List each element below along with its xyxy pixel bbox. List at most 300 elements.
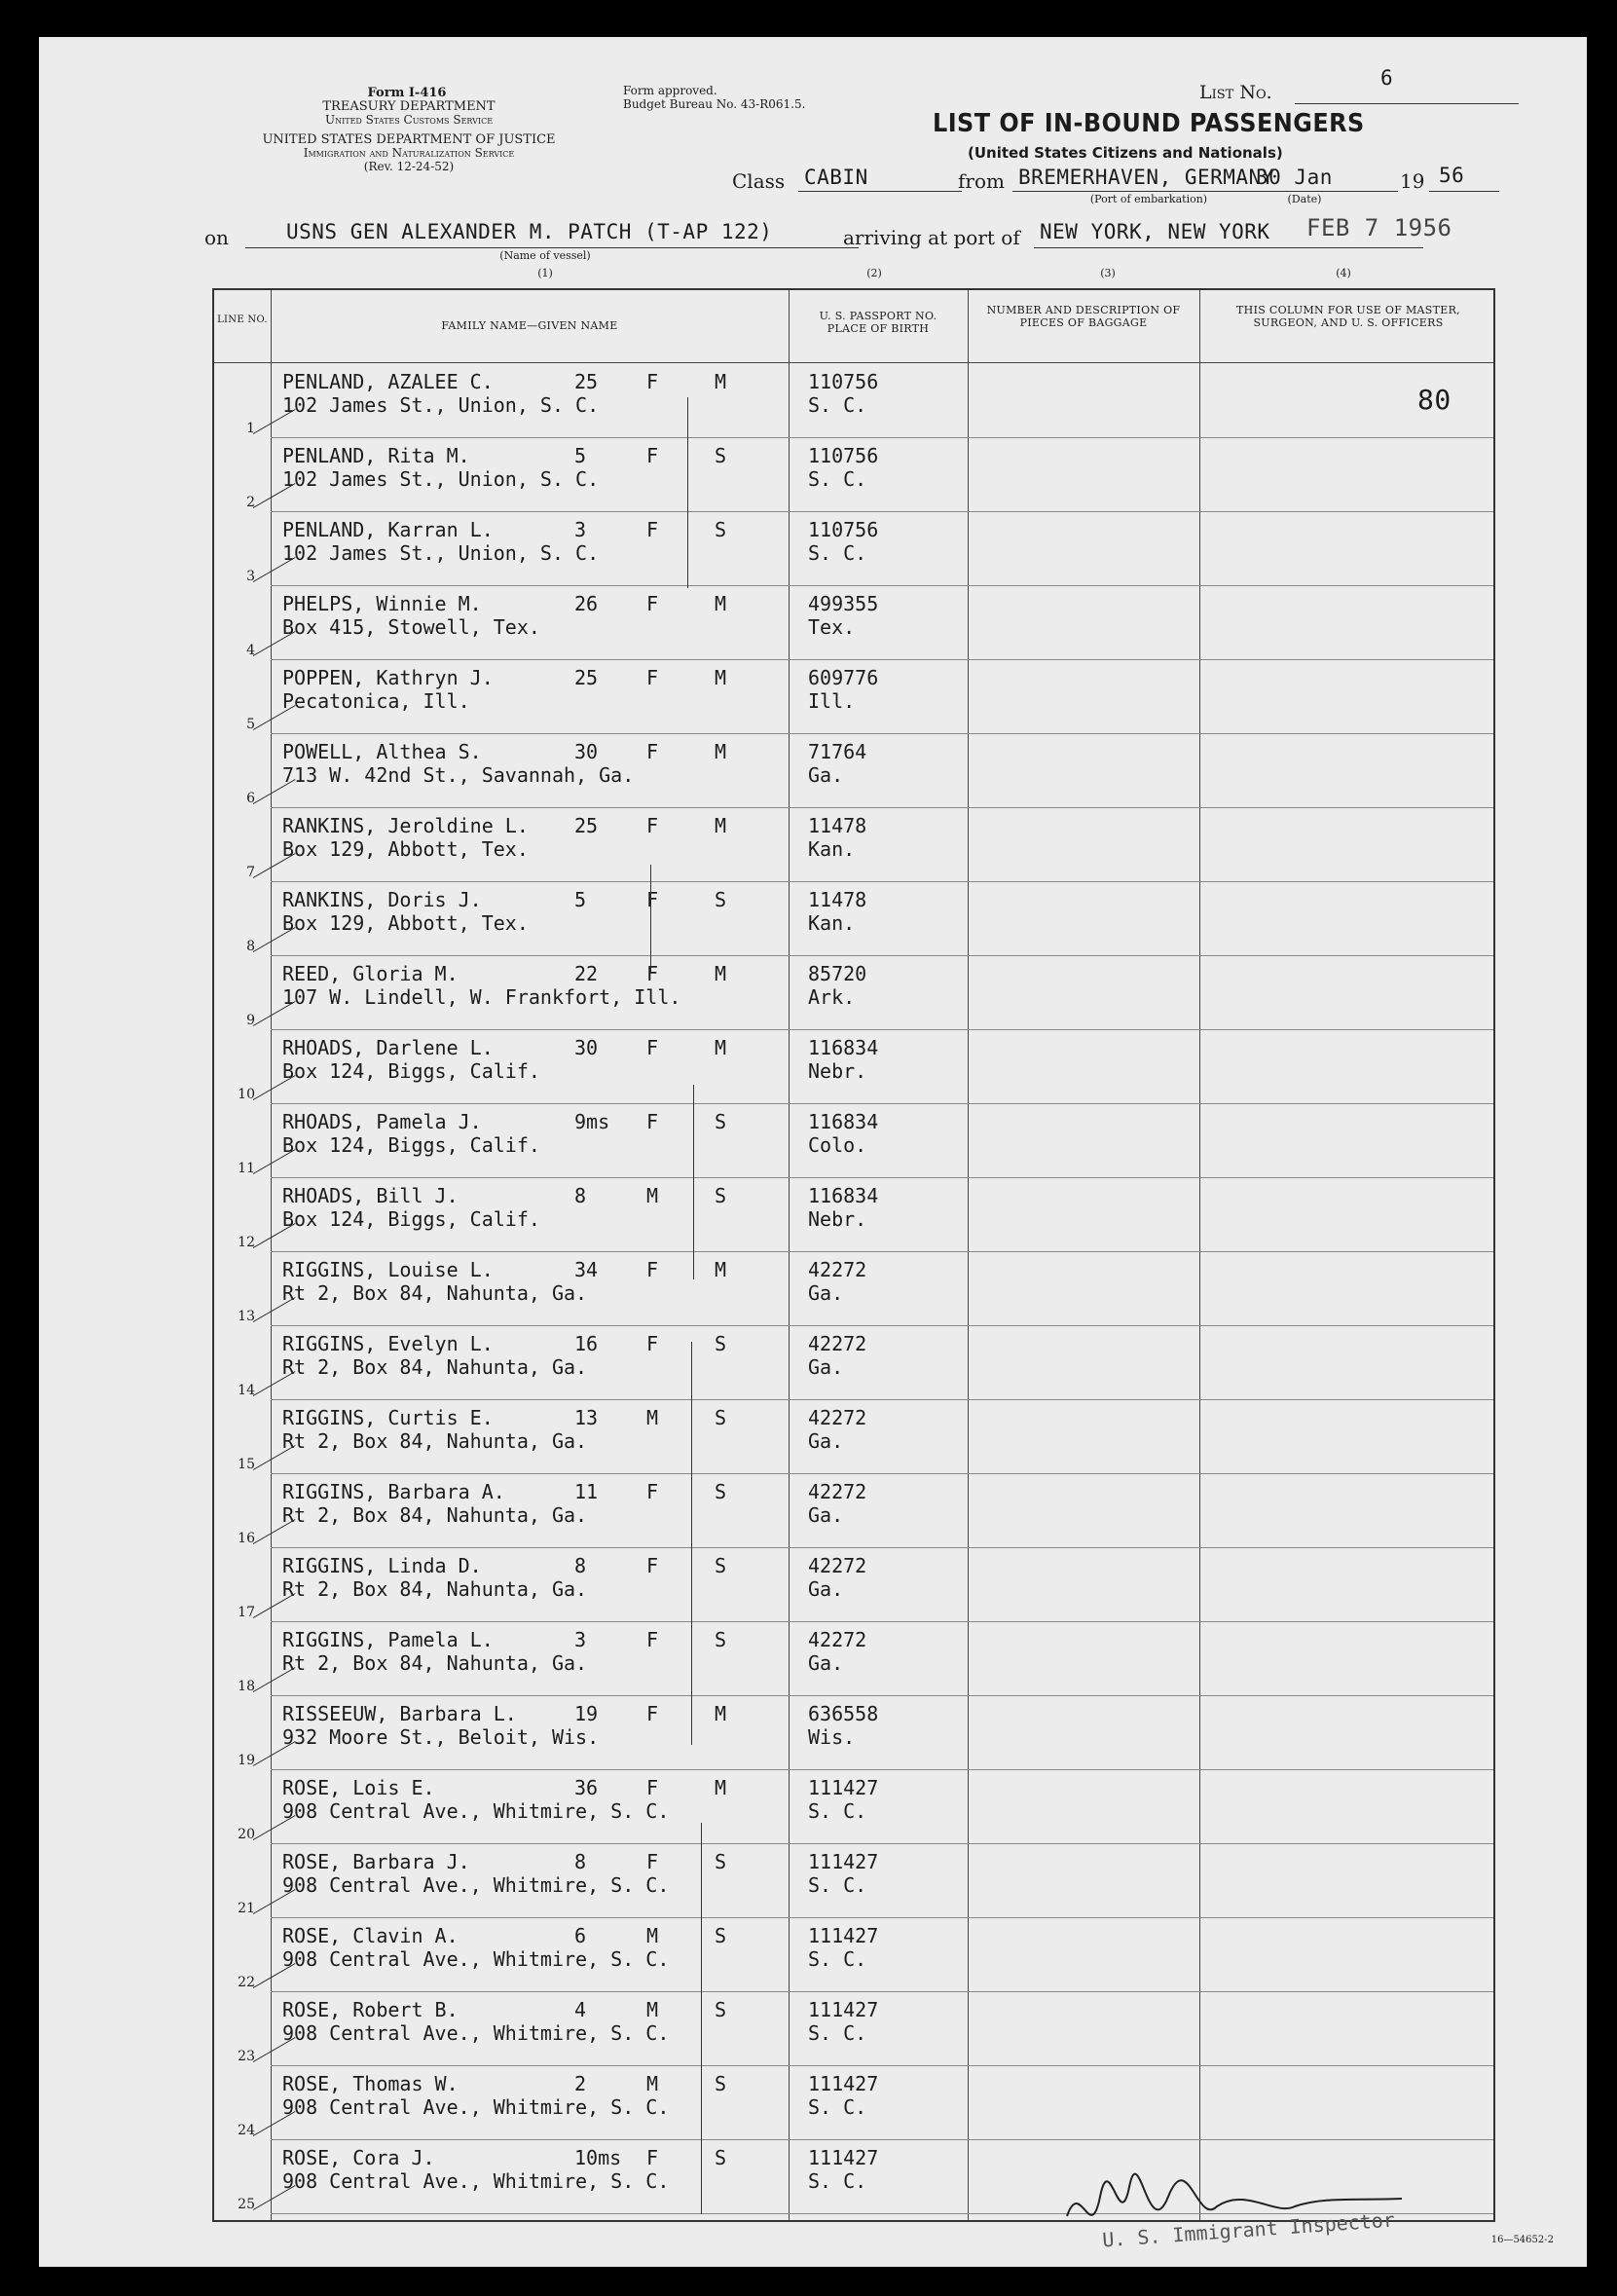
passenger-name: POWELL, Althea S. [282,740,482,763]
place-of-birth: Kan. [808,837,856,861]
table-row [214,1696,1493,1770]
passport-number: 42272 [808,1480,867,1503]
passenger-address: Pecatonica, Ill. [282,689,470,713]
marital-status: S [715,1184,727,1207]
checkmark-tick [253,409,296,434]
table-row [214,364,1493,438]
passenger-table [212,288,1495,2222]
header-passport: U. S. PASSPORT NO. PLACE OF BIRTH [819,310,937,335]
marital-status: S [715,1110,727,1133]
passport-number: 116834 [808,1184,879,1207]
revision: (Rev. 12-24-52) [363,160,455,173]
date-value: 30 Jan [1256,166,1333,189]
passenger-name: RHOADS, Bill J. [282,1184,459,1207]
marital-status: S [715,1480,727,1503]
marital-status: M [715,1258,727,1281]
table-row [214,1548,1493,1622]
checkmark-tick [253,1075,296,1100]
line-number: 6 [246,791,255,806]
table-row [214,1844,1493,1918]
line-number: 16 [238,1531,255,1546]
passenger-address: 908 Central Ave., Whitmire, S. C. [282,2169,670,2193]
passport-number: 111427 [808,1924,879,1947]
passenger-name: RHOADS, Pamela J. [282,1110,482,1133]
place-of-birth: Nebr. [808,1207,867,1231]
table-row [214,586,1493,660]
from-value: BREMERHAVEN, GERMANY [1018,166,1274,189]
place-of-birth: S. C. [808,1873,867,1897]
passenger-sex: F [646,1850,659,1873]
checkmark-tick [253,1667,296,1692]
table-row [214,882,1493,956]
header-line-no: LINE NO. [217,315,268,325]
line-number: 10 [238,1087,255,1102]
passenger-age: 4 [574,1998,587,2021]
passenger-address: Rt 2, Box 84, Nahunta, Ga. [282,1429,588,1453]
place-of-birth: S. C. [808,2095,867,2119]
line-number: 9 [246,1013,255,1028]
passenger-sex: F [646,1702,659,1725]
place-of-birth: S. C. [808,467,867,491]
passport-number: 42272 [808,1258,867,1281]
passenger-age: 8 [574,1850,587,1873]
table-row [214,438,1493,512]
passport-number: 11478 [808,814,867,837]
line-number: 2 [246,495,255,510]
inspector-stamp: U. S. Immigrant Inspector [1101,2207,1396,2252]
arrival-date-stamp: FEB 7 1956 [1306,214,1452,241]
line-number: 24 [238,2123,255,2138]
passenger-sex: F [646,592,659,615]
passenger-age: 19 [574,1702,599,1725]
line-number: 18 [238,1679,255,1694]
table-row [214,1178,1493,1252]
marital-status: M [715,962,727,985]
customs-service: United States Customs Service [324,113,494,127]
marital-status: S [715,1998,727,2021]
marital-status: M [715,1036,727,1059]
place-of-birth: Wis. [808,1725,856,1749]
passenger-age: 30 [574,1036,599,1059]
passenger-sex: F [646,740,659,763]
marital-status: S [715,1554,727,1577]
passenger-name: RISSEEUW, Barbara L. [282,1702,517,1725]
passenger-address: Box 415, Stowell, Tex. [282,615,540,639]
place-of-birth: Ga. [808,1577,844,1601]
checkmark-tick [253,1741,296,1766]
passenger-address: 107 W. Lindell, W. Frankfort, Ill. [282,985,681,1009]
passenger-sex: F [646,1110,659,1133]
passenger-name: ROSE, Cora J. [282,2146,435,2169]
passenger-age: 36 [574,1776,599,1799]
class-line [798,191,962,192]
embark-caption: (Port of embarkation) [1089,193,1208,205]
table-row [214,2066,1493,2140]
table-row [214,1400,1493,1474]
table-row [214,734,1493,808]
passenger-name: RIGGINS, Evelyn L. [282,1332,494,1355]
checkmark-tick [253,2185,296,2210]
place-of-birth: Tex. [808,615,856,639]
place-of-birth: Ga. [808,763,844,787]
line-number: 8 [246,939,255,954]
passenger-age: 5 [574,444,587,467]
passport-number: 499355 [808,592,879,615]
passenger-sex: F [646,1628,659,1651]
arriving-label: arriving at port of [843,226,1020,249]
passenger-address: 908 Central Ave., Whitmire, S. C. [282,1947,670,1971]
port-line [1034,247,1423,248]
checkmark-tick [253,705,296,730]
passenger-address: Rt 2, Box 84, Nahunta, Ga. [282,1503,588,1527]
passenger-sex: F [646,2146,659,2169]
year-prefix: 19 [1400,169,1425,193]
family-brace [701,1823,702,2214]
caption-1: (1) [537,267,553,279]
passport-number: 111427 [808,1998,879,2021]
passenger-address: 102 James St., Union, S. C. [282,393,600,417]
passenger-age: 3 [574,518,587,541]
passenger-address: Box 129, Abbott, Tex. [282,911,529,935]
place-of-birth: S. C. [808,2021,867,2045]
justice-dept: UNITED STATES DEPARTMENT OF JUSTICE [262,132,556,147]
header-officers: THIS COLUMN FOR USE OF MASTER, SURGEON, AND U. S. OFFICERS [1236,304,1460,329]
passenger-age: 2 [574,2072,587,2095]
passenger-name: ROSE, Barbara J. [282,1850,470,1873]
checkmark-tick [253,2037,296,2062]
passenger-age: 16 [574,1332,599,1355]
table-row [214,1992,1493,2066]
from-label: from [958,169,1005,193]
passenger-address: 908 Central Ave., Whitmire, S. C. [282,2021,670,2045]
marital-status: M [715,1776,727,1799]
line-number: 23 [238,2049,255,2064]
passenger-name: PENLAND, Rita M. [282,444,470,467]
line-number: 13 [238,1309,255,1324]
passenger-sex: F [646,1332,659,1355]
passenger-sex: F [646,1258,659,1281]
line-number: 1 [246,421,255,436]
passenger-age: 10ms [574,2146,622,2169]
passport-number: 111427 [808,2146,879,2169]
marital-status: M [715,370,727,393]
form-print-code: 16—54652-2 [1490,2235,1554,2245]
marital-status: S [715,1850,727,1873]
passenger-sex: F [646,666,659,689]
class-value: CABIN [804,166,868,189]
line-number: 14 [238,1383,255,1398]
checkmark-tick [253,631,296,656]
place-of-birth: Nebr. [808,1059,867,1083]
line-number: 19 [238,1753,255,1768]
marital-status: S [715,1924,727,1947]
passenger-name: ROSE, Lois E. [282,1776,435,1799]
line-number: 25 [238,2197,255,2212]
marital-status: M [715,1702,727,1725]
place-of-birth: Ga. [808,1281,844,1305]
marital-status: S [715,1332,727,1355]
checkmark-tick [253,1297,296,1322]
table-row [214,1770,1493,1844]
caption-2: (2) [866,267,882,279]
passenger-sex: F [646,1554,659,1577]
table-row [214,1918,1493,1992]
passenger-name: RIGGINS, Curtis E. [282,1406,494,1429]
line-number: 12 [238,1235,255,1250]
form-number: Form I-416 [367,86,447,100]
place-of-birth: S. C. [808,1799,867,1823]
passenger-age: 8 [574,1184,587,1207]
passenger-name: ROSE, Clavin A. [282,1924,459,1947]
checkmark-tick [253,1001,296,1026]
checkmark-tick [253,1815,296,1840]
passenger-name: RHOADS, Darlene L. [282,1036,494,1059]
passport-number: 110756 [808,518,879,541]
passenger-name: RANKINS, Jeroldine L. [282,814,529,837]
from-line [1012,191,1398,192]
table-row [214,1030,1493,1104]
passport-number: 111427 [808,1850,879,1873]
budget-bureau: Budget Bureau No. 43-R061.5. [623,97,806,111]
place-of-birth: Ill. [808,689,856,713]
checkmark-tick [253,483,296,508]
passenger-name: PENLAND, Karran L. [282,518,494,541]
passenger-age: 5 [574,888,587,911]
checkmark-tick [253,779,296,804]
passenger-age: 26 [574,592,599,615]
passenger-address: 908 Central Ave., Whitmire, S. C. [282,2095,670,2119]
date-caption: (Date) [1287,193,1322,205]
line-number: 17 [238,1605,255,1620]
marital-status: S [715,1406,727,1429]
line-number: 11 [238,1161,255,1176]
passport-number: 71764 [808,740,867,763]
passenger-address: Box 124, Biggs, Calif. [282,1133,540,1157]
marital-status: M [715,814,727,837]
place-of-birth: Ga. [808,1355,844,1379]
checkmark-tick [253,1445,296,1470]
treasury-dept: TREASURY DEPARTMENT [322,99,496,114]
vessel-line [245,247,859,248]
passport-number: 42272 [808,1332,867,1355]
place-of-birth: Ga. [808,1429,844,1453]
passport-number: 42272 [808,1554,867,1577]
header-rule [214,362,1493,363]
passenger-address: Rt 2, Box 84, Nahunta, Ga. [282,1355,588,1379]
family-brace [693,1085,694,1279]
line-number: 15 [238,1457,255,1472]
place-of-birth: S. C. [808,541,867,565]
line-number: 5 [246,717,255,732]
header-name: FAMILY NAME—GIVEN NAME [441,319,618,332]
passenger-name: RANKINS, Doris J. [282,888,482,911]
line-number: 22 [238,1975,255,1990]
marital-status: S [715,2072,727,2095]
checkmark-tick [253,2111,296,2136]
marital-status: S [715,2146,727,2169]
vessel-caption: (Name of vessel) [499,249,591,262]
passport-number: 111427 [808,2072,879,2095]
marital-status: S [715,444,727,467]
passenger-sex: F [646,814,659,837]
place-of-birth: Ga. [808,1503,844,1527]
caption-3: (3) [1100,267,1116,279]
passenger-age: 25 [574,370,599,393]
year-line [1429,191,1499,192]
passport-number: 110756 [808,444,879,467]
checkmark-tick [253,1149,296,1174]
form-title: LIST OF IN-BOUND PASSENGERS [933,109,1365,138]
line-number: 3 [246,569,255,584]
passenger-address: 932 Moore St., Beloit, Wis. [282,1725,600,1749]
arrival-port: NEW YORK, NEW YORK [1040,220,1270,243]
passport-number: 42272 [808,1406,867,1429]
table-row [214,956,1493,1030]
passenger-age: 13 [574,1406,599,1429]
passenger-age: 9ms [574,1110,610,1133]
passenger-sex: F [646,370,659,393]
passenger-sex: M [646,2072,659,2095]
passport-number: 116834 [808,1036,879,1059]
marital-status: S [715,888,727,911]
table-row [214,1474,1493,1548]
passenger-sex: F [646,1776,659,1799]
checkmark-tick [253,927,296,952]
passenger-address: 908 Central Ave., Whitmire, S. C. [282,1873,670,1897]
family-brace [650,865,651,972]
table-row [214,1622,1493,1696]
checkmark-tick [253,853,296,878]
list-no-value: 6 [1380,66,1394,90]
vessel-value: USNS GEN ALEXANDER M. PATCH (T-AP 122) [286,220,773,243]
manifest-page [39,37,1587,2267]
marital-status: M [715,592,727,615]
passenger-address: 908 Central Ave., Whitmire, S. C. [282,1799,670,1823]
on-label: on [204,226,229,249]
marital-status: S [715,1628,727,1651]
passenger-age: 30 [574,740,599,763]
passenger-name: ROSE, Robert B. [282,1998,459,2021]
list-no-label: List No. [1199,82,1272,103]
passport-number: 116834 [808,1110,879,1133]
passport-number: 111427 [808,1776,879,1799]
checkmark-tick [253,1889,296,1914]
table-row [214,1252,1493,1326]
passenger-sex: M [646,1998,659,2021]
line-number: 20 [238,1827,255,1842]
passenger-name: ROSE, Thomas W. [282,2072,459,2095]
officer-note: 80 [1417,384,1452,416]
class-label: Class [732,169,786,193]
line-number: 7 [246,865,255,880]
passenger-address: Box 129, Abbott, Tex. [282,837,529,861]
passenger-age: 3 [574,1628,587,1651]
form-approved: Form approved. [623,84,717,97]
passenger-age: 25 [574,666,599,689]
place-of-birth: Kan. [808,911,856,935]
passenger-age: 11 [574,1480,599,1503]
ins-service: Immigration and Naturalization Service [303,146,515,160]
passenger-name: POPPEN, Kathryn J. [282,666,494,689]
table-row [214,808,1493,882]
passport-number: 85720 [808,962,867,985]
passenger-name: RIGGINS, Louise L. [282,1258,494,1281]
passenger-sex: F [646,1036,659,1059]
passenger-age: 25 [574,814,599,837]
place-of-birth: Colo. [808,1133,867,1157]
year-value: 56 [1439,164,1465,187]
passenger-sex: M [646,1924,659,1947]
passenger-address: Rt 2, Box 84, Nahunta, Ga. [282,1651,588,1675]
line-number: 21 [238,1901,255,1916]
table-row [214,1104,1493,1178]
passenger-age: 22 [574,962,599,985]
line-number: 4 [246,643,255,658]
passenger-sex: M [646,1184,659,1207]
passenger-age: 8 [574,1554,587,1577]
place-of-birth: S. C. [808,1947,867,1971]
form-subtitle: (United States Citizens and Nationals) [968,144,1283,162]
caption-4: (4) [1336,267,1351,279]
passenger-sex: F [646,444,659,467]
marital-status: M [715,740,727,763]
marital-status: M [715,666,727,689]
passenger-sex: F [646,888,659,911]
passenger-address: 102 James St., Union, S. C. [282,541,600,565]
place-of-birth: S. C. [808,2169,867,2193]
passenger-name: REED, Gloria M. [282,962,459,985]
passenger-address: Rt 2, Box 84, Nahunta, Ga. [282,1281,588,1305]
passenger-address: Rt 2, Box 84, Nahunta, Ga. [282,1577,588,1601]
passenger-name: RIGGINS, Linda D. [282,1554,482,1577]
marital-status: S [715,518,727,541]
passenger-sex: F [646,518,659,541]
list-no-line [1295,103,1519,104]
checkmark-tick [253,1593,296,1618]
passenger-address: 102 James St., Union, S. C. [282,467,600,491]
passenger-name: RIGGINS, Pamela L. [282,1628,494,1651]
passenger-age: 6 [574,1924,587,1947]
passenger-sex: F [646,1480,659,1503]
passenger-sex: M [646,1406,659,1429]
passport-number: 42272 [808,1628,867,1651]
checkmark-tick [253,1963,296,1988]
passenger-address: Box 124, Biggs, Calif. [282,1059,540,1083]
place-of-birth: Ga. [808,1651,844,1675]
checkmark-tick [253,557,296,582]
header-baggage: NUMBER AND DESCRIPTION OF PIECES OF BAGGAGE [986,304,1181,329]
passenger-sex: F [646,962,659,985]
table-row [214,1326,1493,1400]
passport-number: 609776 [808,666,879,689]
place-of-birth: Ark. [808,985,856,1009]
table-row [214,660,1493,734]
passenger-name: PENLAND, AZALEE C. [282,370,494,393]
passport-number: 636558 [808,1702,879,1725]
passport-number: 11478 [808,888,867,911]
passenger-name: RIGGINS, Barbara A. [282,1480,505,1503]
family-brace [687,397,688,588]
passenger-address: 713 W. 42nd St., Savannah, Ga. [282,763,635,787]
checkmark-tick [253,1519,296,1544]
passport-number: 110756 [808,370,879,393]
checkmark-tick [253,1223,296,1248]
passenger-name: PHELPS, Winnie M. [282,592,482,615]
checkmark-tick [253,1371,296,1396]
passenger-age: 34 [574,1258,599,1281]
place-of-birth: S. C. [808,393,867,417]
passenger-address: Box 124, Biggs, Calif. [282,1207,540,1231]
